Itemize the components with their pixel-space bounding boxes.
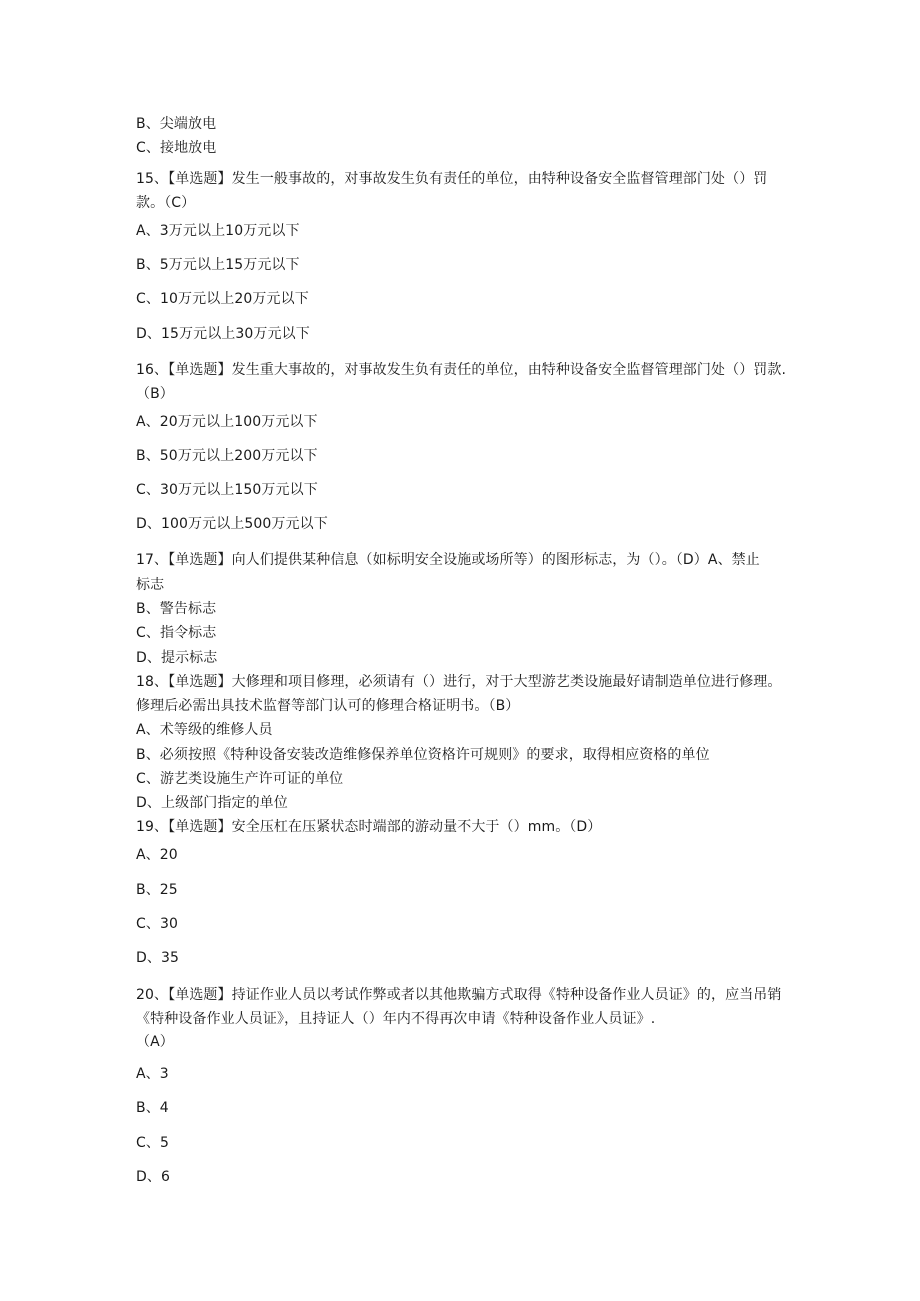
option-line: B、25 <box>136 882 178 898</box>
question-line: （B） <box>136 386 174 402</box>
option-line: D、15万元以上30万元以下 <box>136 326 310 342</box>
option-line: B、5万元以上15万元以下 <box>136 257 300 273</box>
question-line: 20、【单选题】持证作业人员以考试作弊或者以其他欺骗方式取得《特种设备作业人员证》的，应当吊销 <box>136 987 782 1003</box>
option-line: B、4 <box>136 1100 169 1116</box>
option-line: B、必须按照《特种设备安装改造维修保养单位资格许可规则》的要求，取得相应资格的单位 <box>136 747 710 763</box>
option-line: D、提示标志 <box>136 650 218 666</box>
option-line: C、游艺类设施生产许可证的单位 <box>136 771 344 787</box>
option-line: A、3万元以上10万元以下 <box>136 223 300 239</box>
option-line: C、30 <box>136 916 178 932</box>
question-line: （A） <box>136 1034 174 1050</box>
option-line: C、指令标志 <box>136 625 217 641</box>
question-line: 修理后必需出具技术监督等部门认可的修理合格证明书。（B） <box>136 698 520 714</box>
option-line: C、10万元以上20万元以下 <box>136 291 309 307</box>
option-line: B、尖端放电 <box>136 116 217 132</box>
option-line: A、20 <box>136 847 178 863</box>
question-line: 18、【单选题】大修理和项目修理，必须请有（）进行，对于大型游艺类设施最好请制造单位进行修理。 <box>136 674 782 690</box>
option-line: A、3 <box>136 1066 169 1082</box>
option-line: B、警告标志 <box>136 601 217 617</box>
question-line: 《特种设备作业人员证》，且持证人（）年内不得再次申请《特种设备作业人员证》. <box>136 1011 656 1027</box>
question-line: 19、【单选题】安全压杠在压紧状态时端部的游动量不大于（）mm。（D） <box>136 819 602 835</box>
option-line: D、35 <box>136 950 179 966</box>
option-line: C、5 <box>136 1135 169 1151</box>
option-line: D、上级部门指定的单位 <box>136 795 288 811</box>
question-line: 15、【单选题】发生一般事故的，对事故发生负有责任的单位，由特种设备安全监督管理部门处（）罚 <box>136 171 768 187</box>
option-line: A、20万元以上100万元以下 <box>136 414 318 430</box>
option-line: C、30万元以上150万元以下 <box>136 482 318 498</box>
question-line: 17、【单选题】向人们提供某种信息（如标明安全设施或场所等）的图形标志，为（）。（D）A、禁止 <box>136 552 760 568</box>
option-line: A、术等级的维修人员 <box>136 722 273 738</box>
question-line: 16、【单选题】发生重大事故的，对事故发生负有责任的单位，由特种设备安全监督管理部门处（）罚款. <box>136 362 787 378</box>
question-line: 款。（C） <box>136 195 196 211</box>
question-line: 标志 <box>136 577 165 593</box>
option-line: D、6 <box>136 1169 170 1185</box>
option-line: C、接地放电 <box>136 140 217 156</box>
option-line: B、50万元以上200万元以下 <box>136 448 318 464</box>
option-line: D、100万元以上500万元以下 <box>136 516 328 532</box>
